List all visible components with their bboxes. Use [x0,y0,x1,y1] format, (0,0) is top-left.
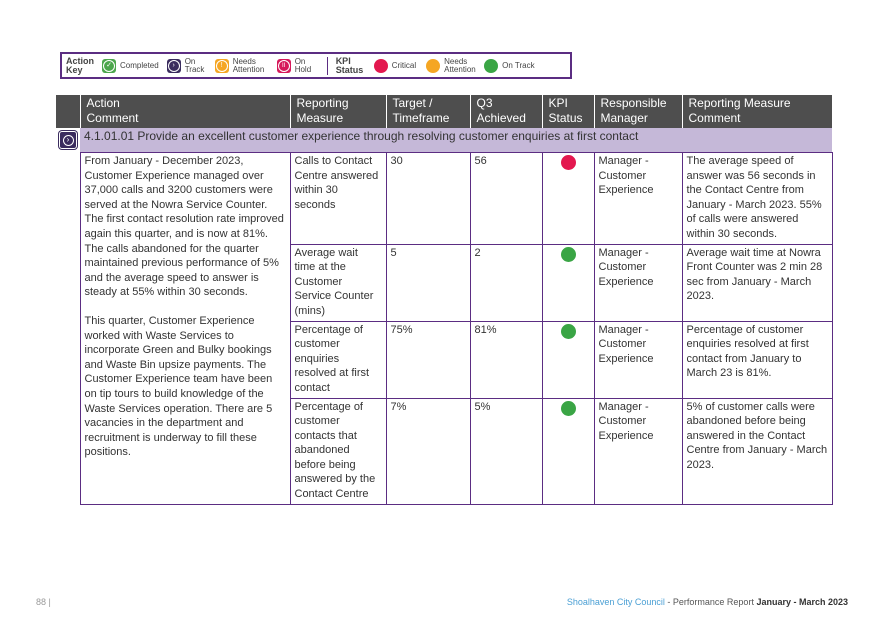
footer-org: Shoalhaven City Council [566,597,665,607]
manager-cell: Manager - Customer Experience [594,398,682,504]
header-text: Comment [688,111,741,125]
legend-item-needs-attention [215,58,271,74]
header-text: Reporting [296,96,349,110]
critical-dot-icon [374,59,388,73]
legend-kpi-needs-attention [426,58,482,74]
header-rm-comment [682,95,832,128]
achieved-cell: 56 [470,153,542,245]
status-cell [542,398,594,504]
legend-item-completed [102,59,159,73]
target-cell: 5 [386,244,470,321]
legend-kpi-critical [374,59,416,73]
manager-cell: Manager - Customer Experience [594,321,682,398]
footer-report: - Performance Report [664,597,757,607]
header-text: KPI [548,96,568,110]
rm-comment-cell: The average speed of answer was 56 seconds in the Contact Centre from January - March 2023. 55% of calls were answered within 30 seconds. [682,153,832,245]
kpi-table [56,95,833,505]
legend-label: Critical [391,60,417,70]
header-text: Reporting Measure [688,96,791,110]
target-cell: 7% [386,398,470,504]
header-text: Action [86,96,120,110]
action-key-title: Action Key [66,55,94,75]
header-text: Measure [296,111,344,125]
action-comment-p2: This quarter, Customer Experience worked with Waste Services to incorporate Green and Bulky bookings and Waste Bin upsize payments. The Customer Experience team have been on tip tours to build knowledge of the Waste Services operation. There are 5 vacancies in the department and recruitment is underway to fill these positions. [84,314,273,459]
on-track-status-icon [561,401,576,416]
header-text: Achieved [476,111,526,125]
header-kpi-status [542,95,594,128]
legend-label: Completed [120,60,159,70]
legend-label: Needs Attention [232,56,265,74]
header-text: Status [548,111,583,125]
header-text: Q3 [476,96,493,110]
report-footer [567,597,848,607]
status-cell [542,244,594,321]
legend-label: Needs Attention [444,56,476,74]
header-q3 [470,95,542,128]
exclamation-icon: ! [215,59,229,73]
row-gutter [56,153,80,505]
check-icon: ✓ [102,59,116,73]
action-comment-cell [80,153,290,505]
achieved-cell: 81% [470,321,542,398]
header-text: Manager [600,111,648,125]
pause-icon: II [277,59,291,73]
legend-item-on-hold [277,58,317,74]
manager-cell: Manager - Customer Experience [594,153,682,245]
header-responsible-manager [594,95,682,128]
header-text: Target / [392,96,433,110]
critical-status-icon [561,155,576,170]
header-reporting-measure [290,95,386,128]
header-action-comment [80,95,290,128]
legend-label: On Track [502,60,535,70]
legend-label: On Track [184,56,205,74]
measure-cell: Calls to Contact Centre answered within 30 seconds [290,153,386,245]
action-key-legend [60,52,572,79]
measure-cell: Percentage of customer enquiries resolved at first contact [290,321,386,398]
achieved-cell: 5% [470,398,542,504]
header-target [386,95,470,128]
legend-item-on-track [167,58,207,74]
on-track-status-icon [561,247,576,262]
action-comment-p1: From January - December 2023, Customer Experience managed over 37,000 calls and 3200 customers were served at the Nowra Service Counter. The first contact resolution rate improved again this quarter, and is now at 81%. The calls abandoned for the quarter maintained previous performance of 5% and the average speed to answer is steady at 55% within 30 seconds. [84,155,284,299]
measure-cell: Average wait time at the Customer Service Counter (mins) [290,244,386,321]
objective-title: 4.1.01.01 Provide an excellent customer experience through resolving customer enquiries at first contact [80,128,832,153]
chevron-right-icon: › [167,59,181,73]
footer-period: January - March 2023 [756,597,848,607]
achieved-cell: 2 [470,244,542,321]
status-cell [542,321,594,398]
page-number: 88 | [36,597,51,607]
legend-kpi-on-track [484,59,534,73]
rm-comment-cell: 5% of customer calls were abandoned before being answered in the Contact Centre from January - March 2023. [682,398,832,504]
rm-comment-cell: Percentage of customer enquiries resolved at first contact from January to March 23 is 81%. [682,321,832,398]
on-track-chevron-icon[interactable]: › [59,131,77,149]
legend-label: On Hold [294,56,312,74]
header-text: Comment [86,111,139,125]
manager-cell: Manager - Customer Experience [594,244,682,321]
rm-comment-cell: Average wait time at Nowra Front Counter was 2 min 28 sec from January - March 2023. [682,244,832,321]
header-text: Timeframe [392,111,450,125]
header-text: Responsible [600,96,667,110]
status-cell [542,153,594,245]
table-header-row [56,95,832,128]
objective-row [56,128,832,153]
objective-status-cell [56,128,80,153]
kpi-status-title: KPI Status [335,55,364,75]
needs-attention-dot-icon [426,59,440,73]
on-track-status-icon [561,324,576,339]
target-cell: 75% [386,321,470,398]
on-track-dot-icon [484,59,498,73]
target-cell: 30 [386,153,470,245]
header-blank [56,95,80,128]
table-row [56,153,832,245]
measure-cell: Percentage of customer contacts that abandoned before being answered by the Contact Centre [290,398,386,504]
